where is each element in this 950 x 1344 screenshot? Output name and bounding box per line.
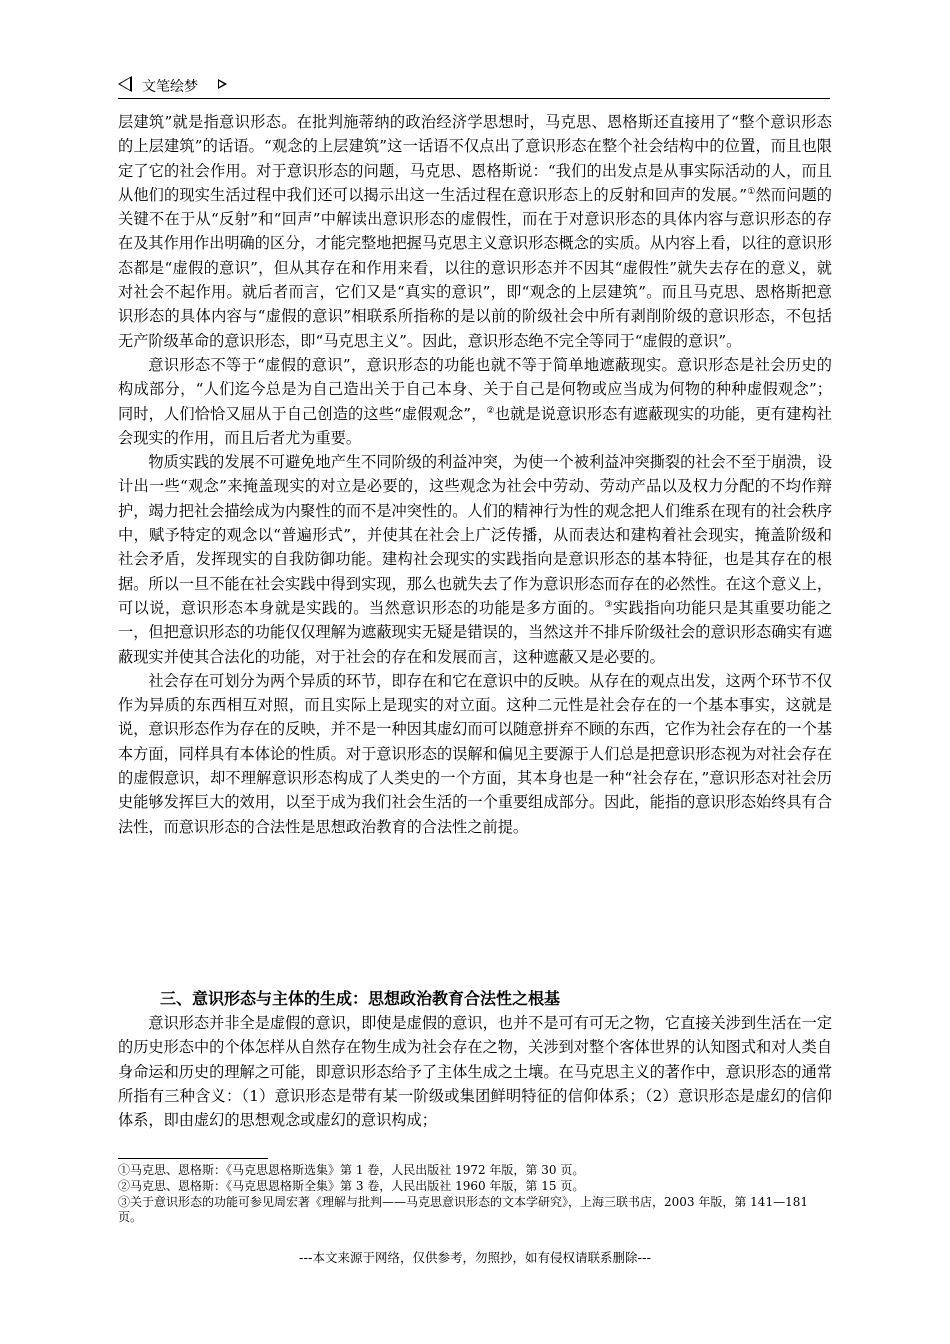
section-body: [118, 1011, 832, 1132]
body-text: [118, 110, 832, 839]
footnote: ③关于意识形态的功能可参见周宏著《理解与批判——马克思意识形态的文本学研究》，上海三联书店，2003 年版，第 141—181 页。: [118, 1194, 808, 1225]
footnote-divider: [118, 1158, 268, 1159]
paragraph-text: 然而问题的关键不在于从“反射”和“回声”中解读出意识形态的虚假性，而在于对意识形态的具体内容与意识形态的存在及其作用作出明确的区分，才能完整地把握马克思主义意识形态概念的实质。从内容上看，以往的意识形态都是“虚假的意识”，但从其存在和作用来看，以往的意识形态并不因其“虚假性”就失去存在的意义，就对社会不起作用。就后者而言，它们又是“真实的意识”，即“观念的上层建筑”。而且马克思、恩格斯把意识形态的具体内容与“虚假的意识”相联系所指称的是以前的阶级社会中所有剥削阶级的意识形态，不包括无产阶级革命的意识形态，即“马克思主义”。因此，意识形态绝不完全等同于“虚假的意识”。: [118, 185, 832, 350]
footnote-ref: ②: [486, 405, 495, 416]
paragraph-text: 实践指向功能只是其重要功能之一，但把意识形态的功能仅仅理解为遮蔽现实无疑是错误的，当然这并不排斥阶级社会的意识形态确实有遮蔽现实并使其合法化的功能，对于社会的存在和发展而言，这种遮蔽又是必要的。: [118, 598, 833, 666]
footnotes: [118, 1163, 832, 1226]
footnote-ref: ③: [604, 599, 613, 610]
paragraph-text: 也就是说意识形态有遮蔽现实的功能，更有建构社会现实的作用，而且后者尤为重要。: [118, 404, 832, 447]
footnote: ②马克思、恩格斯：《马克思恩格斯全集》第 3 卷，人民出版社 1960 年版，第 15 页。: [118, 1178, 585, 1193]
paragraph-text: 社会存在可划分为两个异质的环节，即存在和它在意识中的反映。从存在的观点出发，这两个环节不仅作为异质的东西相互对照，而且实际上是现实的对立面。这种二元性是社会存在的一个基本事实，这就是说，意识形态作为存在的反映，并不是一种因其虚幻而可以随意拼弃不顾的东西，它作为社会存在的一个基本方面，同样具有本体论的性质。对于意识形态的误解和偏见主要源于人们总是把意识形态视为对社会存在的虚假意识，却不理解意识形态构成了人类史的一个方面，其本身也是一种“社会存在，”意识形态对社会历史能够发挥巨大的效用，以至于成为我们社会生活的一个重要组成部分。因此，能指的意识形态始终具有合法性，而意识形态的合法性是思想政治教育的合法性之前提。: [118, 671, 832, 836]
page-footer: ---本文来源于网络，仅供参考，勿照抄，如有侵权请联系删除---: [298, 1250, 652, 1265]
paragraph: [118, 110, 832, 353]
footnote-ref: ①: [747, 186, 756, 197]
paragraph: [118, 353, 832, 450]
right-triangle-icon: [218, 79, 227, 89]
paragraph-text: 层建筑”就是指意识形态。在批判施蒂纳的政治经济学思想时，马克思、恩格斯还直接用了“整个意识形态的上层建筑”的话语。“观念的上层建筑”这一话语不仅点出了意识形态在整个社会结构中的位置，而且也限定了它的社会作用。对于意识形态的问题，马克思、恩格斯说：“我们的出发点是从事实际活动的人，而且从他们的现实生活过程中我们还可以揭示出这一生活过程在意识形态上的反射和回声的发展。”: [118, 113, 832, 204]
paragraph-text: 意识形态不等于“虚假的意识”，意识形态的功能也就不等于简单地遮蔽现实。意识形态是社会历史的构成部分，“人们迄今总是为自己造出关于自己本身、关于自己是何物或应当成为何物的种种虚假观念”；同时，人们恰恰又屈从于自己创造的这些“虚假观念”，: [118, 355, 832, 423]
paragraph: 意识形态并非全是虚假的意识，即使是虚假的意识，也并不是可有可无之物，它直接关涉到生活在一定的历史形态中的个体怎样从自然存在物生成为社会存在之物，关涉到对整个客体世界的认知图式和对人类自身命运和历史的理解之可能，即意识形态给予了主体生成之土壤。在马克思主义的著作中，意识形态的通常所指有三种含义：（1）意识形态是带有某一阶级或集团鲜明特征的信仰体系；（2）意识形态是虚幻的信仰体系，即由虚幻的思想观念或虚幻的意识构成；: [118, 1014, 832, 1130]
paragraph: [118, 669, 832, 839]
left-triangle-icon: [118, 76, 132, 92]
footnote: ①马克思、恩格斯：《马克思恩格斯选集》第 1 卷，人民出版社 1972 年版，第 30 页。: [118, 1163, 585, 1177]
header-title: 文笔绘梦: [142, 79, 198, 95]
page-header: [118, 74, 830, 99]
paragraph-text: 物质实践的发展不可避免地产生不同阶级的利益冲突，为使一个被利益冲突撕裂的社会不至于崩溃，设计出一些“观念”来掩盖现实的对立是必要的，这些观念为社会中劳动、劳动产品以及权力分配的不均作辩护，竭力把社会描绘成为内聚性的而不是冲突性的。人们的精神行为性的观念把人们维系在现有的社会秩序中，赋予特定的观念以“普遍形式”，并使其在社会上广泛传播，从而表达和建构着社会现实，掩盖阶级和社会矛盾，发挥现实的自我防御功能。建构社会现实的实践指向是意识形态的基本特征，也是其存在的根据。所以一旦不能在社会实践中得到实现，那么也就失去了作为意识形态而存在的必然性。在这个意义上，可以说，意识形态本身就是实践的。当然意识形态的功能是多方面的。: [118, 453, 832, 617]
section-heading: 三、意识形态与主体的生成：思想政治教育合法性之根基: [160, 989, 561, 1008]
paragraph: [118, 450, 832, 669]
